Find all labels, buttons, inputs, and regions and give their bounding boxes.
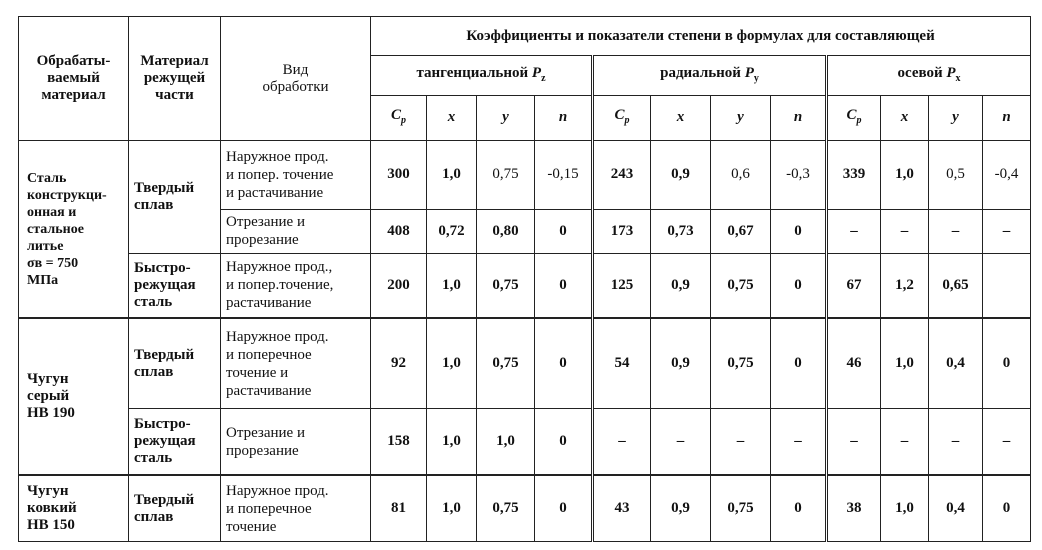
col-symbol: y	[737, 109, 744, 126]
col-n-g3	[983, 95, 1031, 141]
cell-value: 300	[371, 141, 427, 209]
cell-value: 0	[771, 254, 827, 318]
header-radial-text: радиальной	[660, 64, 741, 81]
cell-value: 1,0	[427, 409, 477, 475]
table-row	[19, 141, 1031, 209]
cell-value: 0,73	[651, 209, 711, 254]
cell-value: 0	[535, 318, 593, 409]
cell-material: Сталь конструкци- онная и стальное литье σв = 750 МПа	[19, 141, 129, 318]
cell-value: –	[983, 209, 1031, 254]
cell-value: –	[881, 409, 929, 475]
cell-tool-material: Быстро- режущая сталь	[129, 409, 221, 475]
cell-value: 0,65	[929, 254, 983, 318]
cell-value: 92	[371, 318, 427, 409]
cell-operation: Наружное прод. и поперечное точение	[221, 475, 371, 541]
col-cp-g3	[827, 95, 881, 141]
col-symbol: x	[900, 109, 909, 126]
cell-value: 43	[593, 475, 651, 541]
cell-value: 0	[535, 209, 593, 254]
header-tangential-symbol: P	[531, 64, 542, 81]
cell-material: Чугун серый НВ 190	[19, 318, 129, 475]
cell-value: –	[929, 409, 983, 475]
cell-value: 1,0	[881, 141, 929, 209]
cell-value: 0	[983, 318, 1031, 409]
cell-value: 0	[535, 254, 593, 318]
cell-material: Чугун ковкий НВ 150	[19, 475, 129, 541]
cell-value: 0	[771, 209, 827, 254]
col-symbol: n	[793, 109, 803, 126]
header-axial	[827, 56, 1031, 95]
col-symbol: C	[614, 106, 625, 123]
header-radial-subscript: y	[753, 72, 759, 84]
cell-value: 1,0	[427, 318, 477, 409]
cell-value: -0,15	[535, 141, 593, 209]
header-operation-text: Вид обработки	[262, 61, 329, 95]
cell-value: 0,4	[929, 318, 983, 409]
header-tangential-subscript: z	[541, 72, 546, 84]
cell-value: 125	[593, 254, 651, 318]
cell-value: 0,75	[477, 318, 535, 409]
cell-value: 54	[593, 318, 651, 409]
cell-operation: Отрезание и прорезание	[221, 409, 371, 475]
cell-value: 0,75	[477, 254, 535, 318]
header-tangential-text: тангенциальной	[416, 64, 529, 81]
cell-operation: Отрезание и прорезание	[221, 209, 371, 254]
col-n-g1	[535, 95, 593, 141]
cell-value: 0,75	[711, 475, 771, 541]
cell-value: 38	[827, 475, 881, 541]
col-cp-g2	[593, 95, 651, 141]
cell-value: 0	[535, 409, 593, 475]
header-tool-material	[129, 17, 221, 141]
col-symbol: n	[558, 109, 568, 126]
cell-value: 173	[593, 209, 651, 254]
col-y-g3	[929, 95, 983, 141]
header-axial-symbol: P	[946, 64, 956, 81]
cell-value: 0,9	[651, 254, 711, 318]
cell-value: –	[593, 409, 651, 475]
cell-value: 243	[593, 141, 651, 209]
cell-value: –	[983, 409, 1031, 475]
cell-value: 0	[771, 318, 827, 409]
cell-value: 0,5	[929, 141, 983, 209]
col-symbol: y	[952, 109, 959, 126]
cell-value: –	[827, 409, 881, 475]
header-operation	[221, 17, 371, 141]
header-row-1	[19, 17, 1031, 56]
col-symbol: C	[846, 106, 857, 123]
col-x-g3	[881, 95, 929, 141]
cell-value: 158	[371, 409, 427, 475]
cell-value: 0,75	[477, 141, 535, 209]
col-n-g2	[771, 95, 827, 141]
col-symbol: x	[447, 109, 456, 126]
cell-value: –	[651, 409, 711, 475]
cutting-force-coefficients-table	[18, 16, 1031, 542]
table-row	[19, 254, 1031, 318]
header-material	[19, 17, 129, 141]
cell-value: 1,2	[881, 254, 929, 318]
cell-value: 0	[983, 475, 1031, 541]
cell-value: 1,0	[427, 475, 477, 541]
col-symbol: C	[390, 106, 401, 123]
col-symbol: x	[676, 109, 685, 126]
cell-value: 1,0	[881, 318, 929, 409]
header-radial-symbol: P	[744, 64, 754, 81]
cell-value: 0,72	[427, 209, 477, 254]
cell-value	[983, 254, 1031, 318]
cell-value: 0	[535, 475, 593, 541]
cell-value: 0,4	[929, 475, 983, 541]
cell-value: 0,9	[651, 475, 711, 541]
cell-value: –	[771, 409, 827, 475]
cell-tool-material: Твердый сплав	[129, 475, 221, 541]
cell-value: 0,75	[711, 318, 771, 409]
cell-operation: Наружное прод. и попер. точение и растачивание	[221, 141, 371, 209]
cell-tool-material: Быстро- режущая сталь	[129, 254, 221, 318]
cell-value: 0	[771, 475, 827, 541]
col-cp-subscript: p	[401, 114, 406, 126]
header-coefficients	[371, 17, 1031, 56]
cell-value: 1,0	[427, 254, 477, 318]
table-row	[19, 409, 1031, 475]
cell-value: 200	[371, 254, 427, 318]
cell-value: 1,0	[427, 141, 477, 209]
cell-value: –	[711, 409, 771, 475]
header-coefficients-text: Коэффициенты и показатели степени в формулах для составляющей	[466, 27, 935, 44]
header-axial-subscript: x	[955, 72, 961, 84]
cell-tool-material: Твердый сплав	[129, 141, 221, 254]
col-y-g2	[711, 95, 771, 141]
header-axial-text: осевой	[897, 64, 943, 81]
cell-value: 0,80	[477, 209, 535, 254]
col-cp-g1	[371, 95, 427, 141]
cell-value: 67	[827, 254, 881, 318]
cell-value: –	[881, 209, 929, 254]
header-tangential	[371, 56, 593, 95]
cell-value: 0,9	[651, 141, 711, 209]
cell-value: 1,0	[881, 475, 929, 541]
table-row	[19, 318, 1031, 409]
col-cp-subscript: p	[624, 114, 630, 126]
header-tool-material-text: Материал режущей части	[140, 53, 209, 104]
header-material-text: Обрабаты- ваемый материал	[36, 53, 111, 104]
col-x-g2	[651, 95, 711, 141]
col-symbol: n	[1002, 109, 1011, 126]
col-y-g1	[477, 95, 535, 141]
cell-value: 0,6	[711, 141, 771, 209]
cell-value: 0,75	[477, 475, 535, 541]
table-row	[19, 475, 1031, 541]
col-x-g1	[427, 95, 477, 141]
cell-tool-material: Твердый сплав	[129, 318, 221, 409]
cell-value: –	[929, 209, 983, 254]
col-cp-subscript: p	[856, 114, 862, 126]
cell-value: 0,75	[711, 254, 771, 318]
cell-value: –	[827, 209, 881, 254]
cell-value: 1,0	[477, 409, 535, 475]
cell-value: -0,3	[771, 141, 827, 209]
col-symbol: y	[502, 109, 509, 126]
cell-value: 408	[371, 209, 427, 254]
cell-value: 0,67	[711, 209, 771, 254]
cell-value: 81	[371, 475, 427, 541]
cell-operation: Наружное прод., и попер.точение, растачивание	[221, 254, 371, 318]
cell-value: 0,9	[651, 318, 711, 409]
cell-value: -0,4	[983, 141, 1031, 209]
cell-operation: Наружное прод. и поперечное точение и растачивание	[221, 318, 371, 409]
header-radial	[593, 56, 827, 95]
cell-value: 46	[827, 318, 881, 409]
cell-value: 339	[827, 141, 881, 209]
